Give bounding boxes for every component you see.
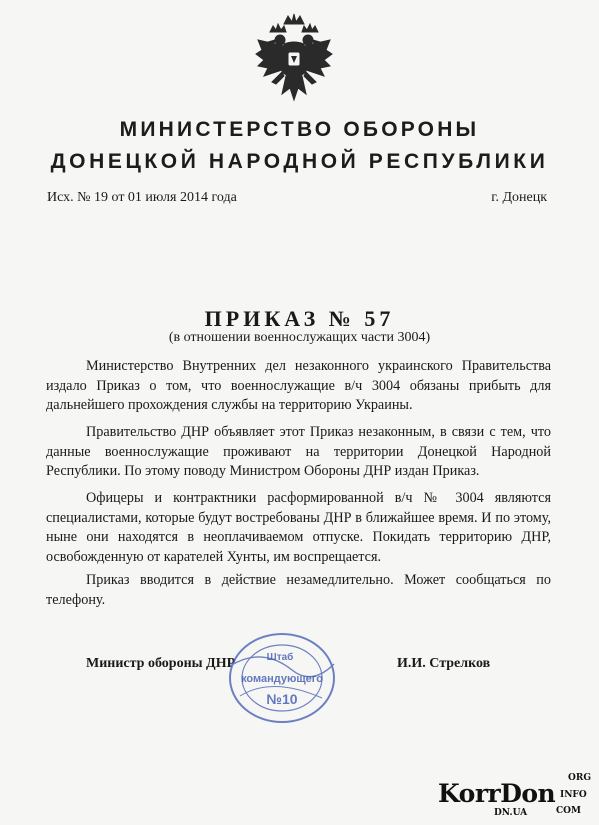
watermark-tld-info: INFO — [560, 790, 587, 800]
order-title: ПРИКАЗ № 57 — [204, 306, 395, 331]
watermark-tld-com: COM — [556, 806, 581, 816]
official-stamp-icon — [222, 626, 342, 726]
stamp-line-2: командующего — [241, 673, 323, 685]
body-paragraph-4: Приказ вводится в действие незамедлительно. Может сообщаться по телефону. — [46, 572, 551, 608]
ministry-title-line2: ДОНЕЦКОЙ НАРОДНОЙ РЕСПУБЛИКИ — [50, 150, 549, 173]
signatory-position: Министр обороны ДНР — [86, 656, 236, 671]
body-paragraph-1: Министерство Внутренних дел незаконного украинского Правительства издало Приказ о том, что военнослужащие в/ч 3004 обязаны прибыть для дальнейшего прохождения службы на территорию Украины. — [46, 358, 551, 413]
watermark-tld-dn: DN.UA — [494, 808, 528, 818]
watermark-tld-org: ORG — [568, 773, 592, 783]
ministry-title-line1: МИНИСТЕРСТВО ОБОРОНЫ — [119, 118, 480, 141]
document-place: г. Донецк — [491, 190, 547, 205]
outgoing-reference: Исх. № 19 от 01 июля 2014 года — [47, 190, 237, 205]
watermark-brand: KorrDon — [438, 779, 556, 808]
body-paragraph-3: Офицеры и контрактники расформированной в/ч № 3004 являются специалистами, которые будут востребованы ДНР в ближайшее время. И по этому, ныне они находятся в неоплачиваемом отпуске. Покидать территорию ДНР, освобожденную от карателей Хунты, им воспрещается. — [46, 490, 551, 565]
body-paragraph-2: Правительство ДНР объявляет этот Приказ незаконным, в связи с тем, что данные военнослужащие проживают на территории Донецкой Народной Республики. По этому поводу Министром Обороны ДНР издан Приказ. — [46, 424, 551, 479]
stamp-line-3: №10 — [266, 691, 298, 707]
signatory-name: И.И. Стрелков — [397, 656, 491, 671]
order-subtitle: (в отношении военнослужащих части 3004) — [168, 330, 431, 345]
coat-of-arms-icon — [254, 10, 334, 106]
korrdon-watermark-logo — [438, 773, 594, 821]
stamp-line-1: Штаб — [266, 652, 294, 663]
